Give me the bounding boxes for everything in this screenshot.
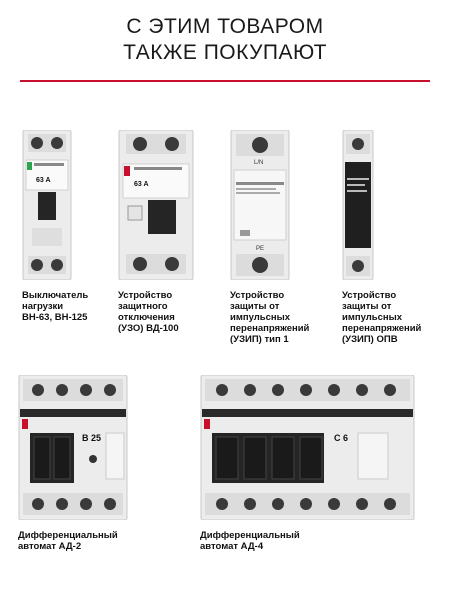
caption-line: автомат АД-4	[200, 541, 264, 552]
rcd-marking: 63 A	[134, 181, 149, 188]
caption-line: импульсных	[342, 312, 403, 323]
caption-line: автомат АД-2	[18, 541, 82, 552]
caption-line: Устройство	[230, 290, 285, 301]
caption-line: ВН-63, ВН-125	[22, 312, 88, 323]
caption-line: Дифференциальный	[200, 530, 300, 541]
section-title	[0, 14, 450, 66]
rcbo-ad2-image	[18, 375, 128, 520]
load-switch-image	[22, 130, 72, 280]
product-rcd[interactable]	[118, 130, 194, 280]
caption-line: перенапряжений	[230, 323, 310, 334]
caption-line: (УЗИП) тип 1	[230, 334, 289, 345]
rcbo-ad4-image	[200, 375, 415, 520]
spd-type1-image	[230, 130, 290, 280]
product-rcbo-ad2[interactable]	[18, 375, 128, 520]
load-switch-marking: 63 A	[36, 177, 51, 184]
spd-terminal-top-label: L/N	[254, 160, 264, 166]
caption-line: импульсных	[230, 312, 291, 323]
caption-line: защиты от	[230, 301, 280, 312]
spd-terminal-bottom-label: PE	[256, 246, 265, 252]
caption-line: нагрузки	[22, 301, 64, 312]
spd-opv-image	[342, 130, 374, 280]
product-spd-type1[interactable]	[230, 130, 290, 280]
product-caption-rcbo-ad2[interactable]	[18, 530, 178, 552]
caption-line: Устройство	[342, 290, 397, 301]
rcbo-ad4-marking: C 6	[334, 433, 349, 443]
rcd-image	[118, 130, 194, 280]
product-spd-opv[interactable]	[342, 130, 374, 280]
caption-line: отключения	[118, 312, 175, 323]
caption-line: защиты от	[342, 301, 392, 312]
product-caption-rcd[interactable]	[118, 290, 228, 334]
accent-divider	[20, 80, 430, 82]
caption-line: Дифференциальный	[18, 530, 118, 541]
product-caption-spd-opv[interactable]	[342, 290, 442, 345]
caption-line: перенапряжений	[342, 323, 422, 334]
product-caption-rcbo-ad4[interactable]	[200, 530, 360, 552]
caption-line: Устройство	[118, 290, 173, 301]
title-line-1: С ЭТИМ ТОВАРОМ	[126, 15, 324, 38]
caption-line: (УЗИП) ОПВ	[342, 334, 398, 345]
product-caption-load-switch[interactable]	[22, 290, 122, 323]
product-load-switch[interactable]	[22, 130, 72, 280]
title-line-2: ТАКЖЕ ПОКУПАЮТ	[123, 41, 327, 64]
rcbo-ad2-marking: B 25	[82, 433, 102, 443]
product-caption-spd-type1[interactable]	[230, 290, 340, 345]
caption-line: Выключатель	[22, 290, 89, 301]
caption-line: (УЗО) ВД-100	[118, 323, 179, 334]
caption-line: защитного	[118, 301, 168, 312]
product-rcbo-ad4[interactable]	[200, 375, 415, 520]
